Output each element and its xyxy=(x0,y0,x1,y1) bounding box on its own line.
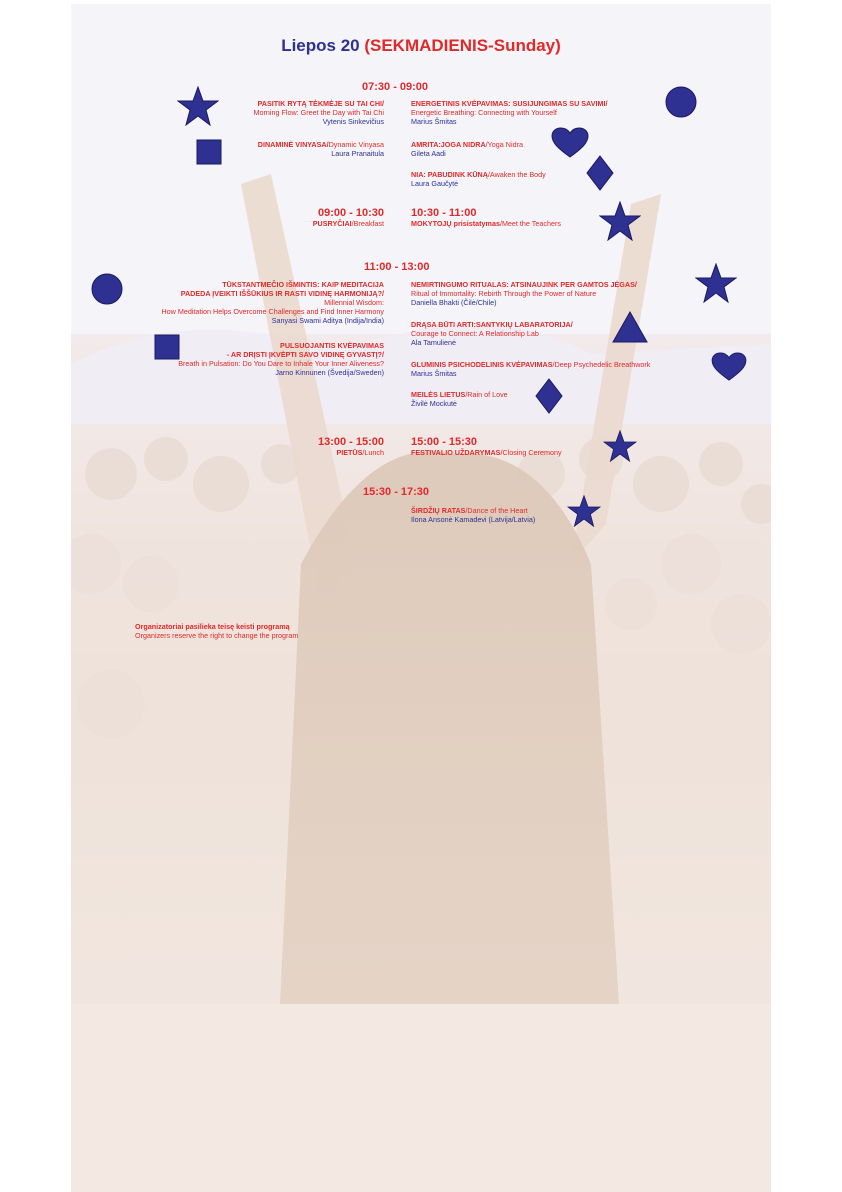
title-day: (SEKMADIENIS-Sunday) xyxy=(364,36,561,55)
event-title: AMRITA:JOGA NIDRA xyxy=(411,140,486,149)
event-person: Daniella Bhakti (Čilė/Chile) xyxy=(411,298,497,307)
event-title: PIETŪS xyxy=(336,448,363,457)
event-subtitle: /Yoga Nidra xyxy=(485,140,523,149)
event-title: PASITIK RYTĄ TĖKMĖJE SU TAI CHI/ xyxy=(257,99,384,108)
event-title: FESTIVALIO UŽDARYMAS xyxy=(411,448,501,457)
event-title: PULSUOJANTIS KVĖPAVIMAS xyxy=(280,341,384,350)
event-title: NIA: PABUDINK KŪNĄ xyxy=(411,170,488,179)
event-subtitle: /Awaken the Body xyxy=(487,170,546,179)
event-rain-of-love xyxy=(411,390,508,408)
diamond-icon xyxy=(535,378,563,414)
event-relationship-lab xyxy=(411,320,573,347)
event-subtitle: Millennial Wisdom: xyxy=(324,298,384,307)
breakfast-slot xyxy=(313,207,384,228)
event-person: Gileta Aadi xyxy=(411,149,446,158)
event-person: Marius Šmitas xyxy=(411,369,457,378)
circle-icon xyxy=(665,86,697,118)
event-subtitle: Breath in Pulsation: Do You Dare to Inhale Your Inner Aliveness? xyxy=(178,359,384,368)
event-subtitle: Morning Flow: Greet the Day with Tai Chi xyxy=(253,108,384,117)
event-subtitle: Ritual of Immortality: Rebirth Through the Power of Nature xyxy=(411,289,597,298)
timeslot-0730: 07:30 - 09:00 xyxy=(362,81,429,93)
event-psychedelic-breathwork xyxy=(411,360,650,378)
event-title: ŠIRDŽIŲ RATAS xyxy=(411,506,466,515)
event-title: ENERGETINIS KVĖPAVIMAS: SUSIJUNGIMAS SU SAVIMI/ xyxy=(411,99,608,108)
event-person: Živilė Mockutė xyxy=(411,399,457,408)
organizer-note xyxy=(135,622,298,640)
event-subtitle: /Breakfast xyxy=(351,219,384,228)
timeslot-1030: 10:30 - 11:00 xyxy=(411,207,477,219)
event-pulsating-breath xyxy=(178,341,384,377)
event-subtitle: /Rain of Love xyxy=(465,390,508,399)
star-icon xyxy=(603,430,637,462)
event-title: PUSRYČIAI xyxy=(312,219,352,228)
note-lt: Organizatoriai pasilieka teisę keisti programą xyxy=(135,622,290,631)
event-tai-chi xyxy=(254,99,385,126)
timeslot-1530: 15:30 - 17:30 xyxy=(363,486,430,498)
event-person: Sanyasi Swami Aditya (Indija/India) xyxy=(271,316,384,325)
closing-ceremony-slot xyxy=(411,436,562,457)
event-title: MOKYTOJŲ prisistatymas xyxy=(411,219,500,228)
event-vinyasa xyxy=(258,140,384,158)
event-nia xyxy=(411,170,546,188)
timeslot-1100: 11:00 - 13:00 xyxy=(364,261,430,273)
event-person: Laura Pranaitulа xyxy=(331,149,384,158)
event-energetic-breathing xyxy=(411,99,607,126)
meet-teachers-slot xyxy=(411,207,561,228)
title-date: Liepos 20 xyxy=(281,36,360,55)
event-subtitle: Courage to Connect: A Relationship Lab xyxy=(411,329,539,338)
event-dance-of-heart xyxy=(411,506,535,524)
event-title: MEILĖS LIETUS xyxy=(411,390,466,399)
event-millennial-wisdom xyxy=(161,280,384,325)
event-title: DINAMINĖ VINYASA/ xyxy=(257,140,329,149)
event-yoga-nidra xyxy=(411,140,523,158)
event-title-line2: PADEDA ĮVEIKTI IŠŠŪKIUS IR RASTI VIDINĘ HARMONIJĄ?/ xyxy=(180,289,384,298)
event-title: DRĄSA BŪTI ARTI:SANTYKIŲ LABARATORIJA/ xyxy=(411,320,573,329)
lunch-slot xyxy=(318,436,384,457)
star-icon xyxy=(567,495,601,527)
star-icon xyxy=(599,201,641,241)
event-title-line2: - AR DRĮSTI ĮKVĖPTI SAVO VIDINĘ GYVASTĮ?/ xyxy=(226,350,384,359)
event-subtitle: Dynamic Vinyasa xyxy=(328,140,384,149)
diamond-icon xyxy=(586,155,614,191)
event-ritual-immortality xyxy=(411,280,637,307)
event-subtitle: /Deep Psychedelic Breathwork xyxy=(552,360,651,369)
event-person: Ilona Ansonė Kamadevi (Latvija/Latvia) xyxy=(411,515,536,524)
heart-icon xyxy=(551,127,589,159)
event-person: Ala Tamulienė xyxy=(411,338,457,347)
event-person: Jarno Kinnunen (Švedija/Sweden) xyxy=(275,368,384,377)
page-title xyxy=(0,36,842,56)
event-person: Marius Šmitas xyxy=(411,117,457,126)
event-subtitle-line2: How Meditation Helps Overcome Challenges and Find Inner Harmony xyxy=(161,307,384,316)
star-icon xyxy=(177,86,219,126)
event-subtitle: /Dance of the Heart xyxy=(465,506,528,515)
timeslot-1500: 15:00 - 15:30 xyxy=(411,436,478,448)
heart-icon xyxy=(711,352,747,382)
square-icon xyxy=(154,334,180,360)
square-icon xyxy=(196,139,222,165)
event-subtitle: /Closing Ceremony xyxy=(500,448,562,457)
event-person: Laura Gaučytė xyxy=(411,179,459,188)
star-icon xyxy=(695,263,737,303)
timeslot-0900: 09:00 - 10:30 xyxy=(317,207,384,219)
triangle-icon xyxy=(612,311,648,343)
note-en: Organizers reserve the right to change the program xyxy=(135,631,299,640)
timeslot-1300: 13:00 - 15:00 xyxy=(317,436,384,448)
event-subtitle: /Meet the Teachers xyxy=(499,219,561,228)
event-person: Vytenis Sinkevičius xyxy=(322,117,384,126)
event-subtitle: Energetic Breathing: Connecting with Yourself xyxy=(411,108,557,117)
event-title: GLUMINIS PSICHODELINIS KVĖPAVIMAS xyxy=(411,360,553,369)
event-title: NEMIRTINGUMO RITUALAS: ATSINAUJINK PER GAMTOS JĖGAS/ xyxy=(411,280,637,289)
circle-icon xyxy=(91,273,123,305)
event-title: TŪKSTANTMEČIO IŠMINTIS: KAIP MEDITACIJA xyxy=(222,280,384,289)
event-subtitle: /Lunch xyxy=(362,448,384,457)
